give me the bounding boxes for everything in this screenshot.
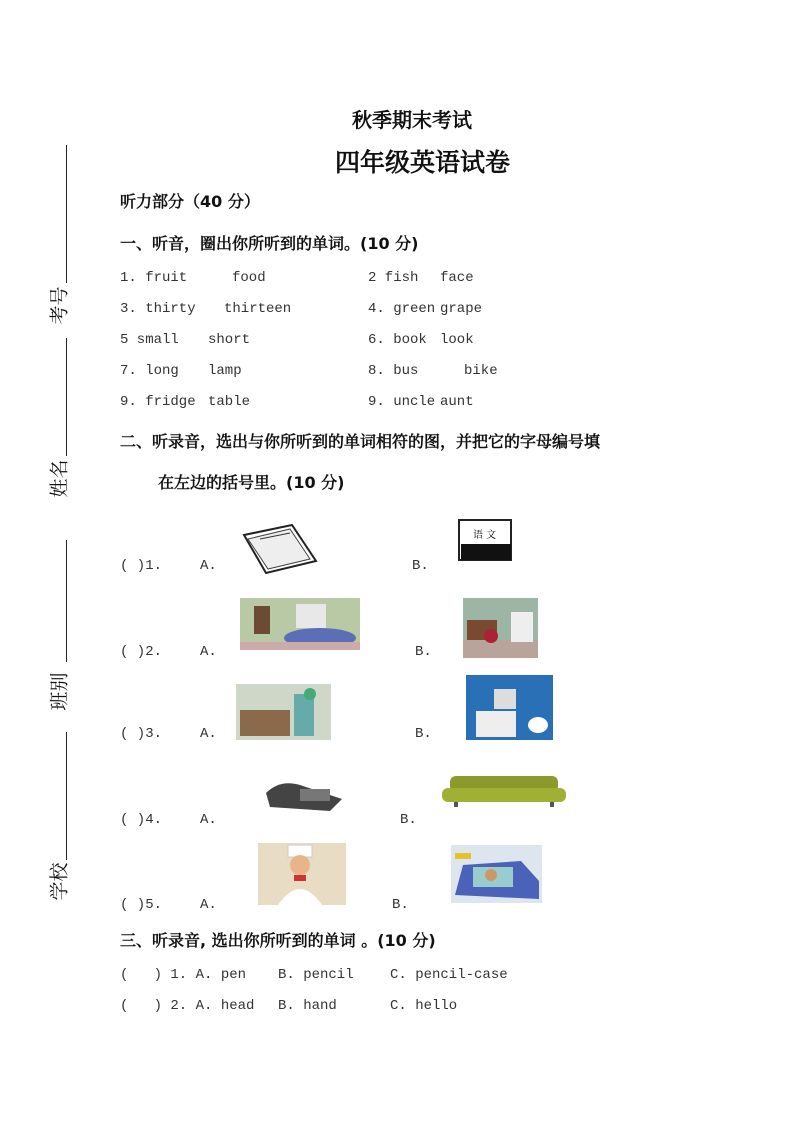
kitchen-picture <box>236 684 331 740</box>
answer-bracket: ( )1. <box>120 558 163 574</box>
answer-bracket: ( )3. <box>120 726 163 742</box>
option-a-label: A. <box>200 897 217 913</box>
word-option: look <box>440 332 474 348</box>
option-b-label: B. <box>415 726 432 742</box>
answer-bracket: ( )4. <box>120 812 163 828</box>
study-room-picture <box>463 598 538 658</box>
class-label: 班别 <box>48 672 71 711</box>
option-b-label: B. <box>412 558 429 574</box>
word-option: lamp <box>208 363 242 379</box>
answer-bracket: ( )5. <box>120 897 163 913</box>
binding-line <box>66 732 67 860</box>
option-a-label: A. <box>200 558 217 574</box>
option-a-label: A. <box>200 644 217 660</box>
option-a-label: A. <box>200 812 217 828</box>
choice-option: C. pencil-case <box>390 967 508 983</box>
word-option: grape <box>440 301 483 317</box>
word-option: 9. uncle <box>368 394 436 410</box>
word-option: 3. thirty <box>120 301 196 317</box>
svg-text:语 文: 语 文 <box>473 530 497 541</box>
choice-option: C. hello <box>390 998 458 1014</box>
chinese-book-picture <box>455 516 517 566</box>
binding-line <box>66 145 67 283</box>
choice-option: B. pencil <box>278 967 354 983</box>
word-option: food <box>232 270 266 286</box>
option-b-label: B. <box>415 644 432 660</box>
word-option: 6. book <box>368 332 427 348</box>
word-option: face <box>440 270 474 286</box>
word-option: 9. fridge <box>120 394 196 410</box>
cook-picture <box>258 843 346 905</box>
section2-title: 二、听录音，选出与你所听到的单词相符的图，并把它的字母编号填 <box>120 432 601 451</box>
driver-picture <box>451 845 542 903</box>
sofa-picture <box>440 772 568 808</box>
section3-title: 三、听录音, 选出你所听到的单词 。(10 分) <box>120 931 436 950</box>
word-option: 1. fruit <box>120 270 188 286</box>
word-option: aunt <box>440 394 474 410</box>
word-option: 2 fish <box>368 270 419 286</box>
option-a-label: A. <box>200 726 217 742</box>
word-option: table <box>208 394 251 410</box>
word-option: thirteen <box>224 301 292 317</box>
name-label: 姓名 <box>48 459 71 498</box>
binding-line <box>66 338 67 456</box>
word-option: 7. long <box>120 363 179 379</box>
option-b-label: B. <box>400 812 417 828</box>
exam-subtitle: 四年级英语试卷 <box>335 148 511 177</box>
answer-bracket: ( )2. <box>120 644 163 660</box>
notebook-picture <box>240 523 320 575</box>
section2-title-cont: 在左边的括号里。(10 分) <box>158 473 345 492</box>
telephone-picture <box>260 775 348 815</box>
section1-title: 一、听音，圈出你所听到的单词。(10 分) <box>120 234 419 253</box>
word-option: short <box>208 332 251 348</box>
word-option: 5 small <box>120 332 179 348</box>
choice-option: ( ) 2. A. head <box>120 998 255 1014</box>
school-label: 学校 <box>48 862 71 901</box>
choice-option: ( ) 1. A. pen <box>120 967 247 983</box>
binding-line <box>66 540 67 662</box>
word-option: 4. green <box>368 301 436 317</box>
option-b-label: B. <box>392 897 409 913</box>
word-option: 8. bus <box>368 363 419 379</box>
word-option: bike <box>464 363 498 379</box>
exam-title: 秋季期末考试 <box>352 108 472 132</box>
bathroom-picture <box>466 675 553 740</box>
exam-no-label: 考号 <box>48 286 71 325</box>
part-heading: 听力部分（40 分） <box>120 192 260 211</box>
bedroom-picture <box>240 598 360 650</box>
choice-option: B. hand <box>278 998 337 1014</box>
